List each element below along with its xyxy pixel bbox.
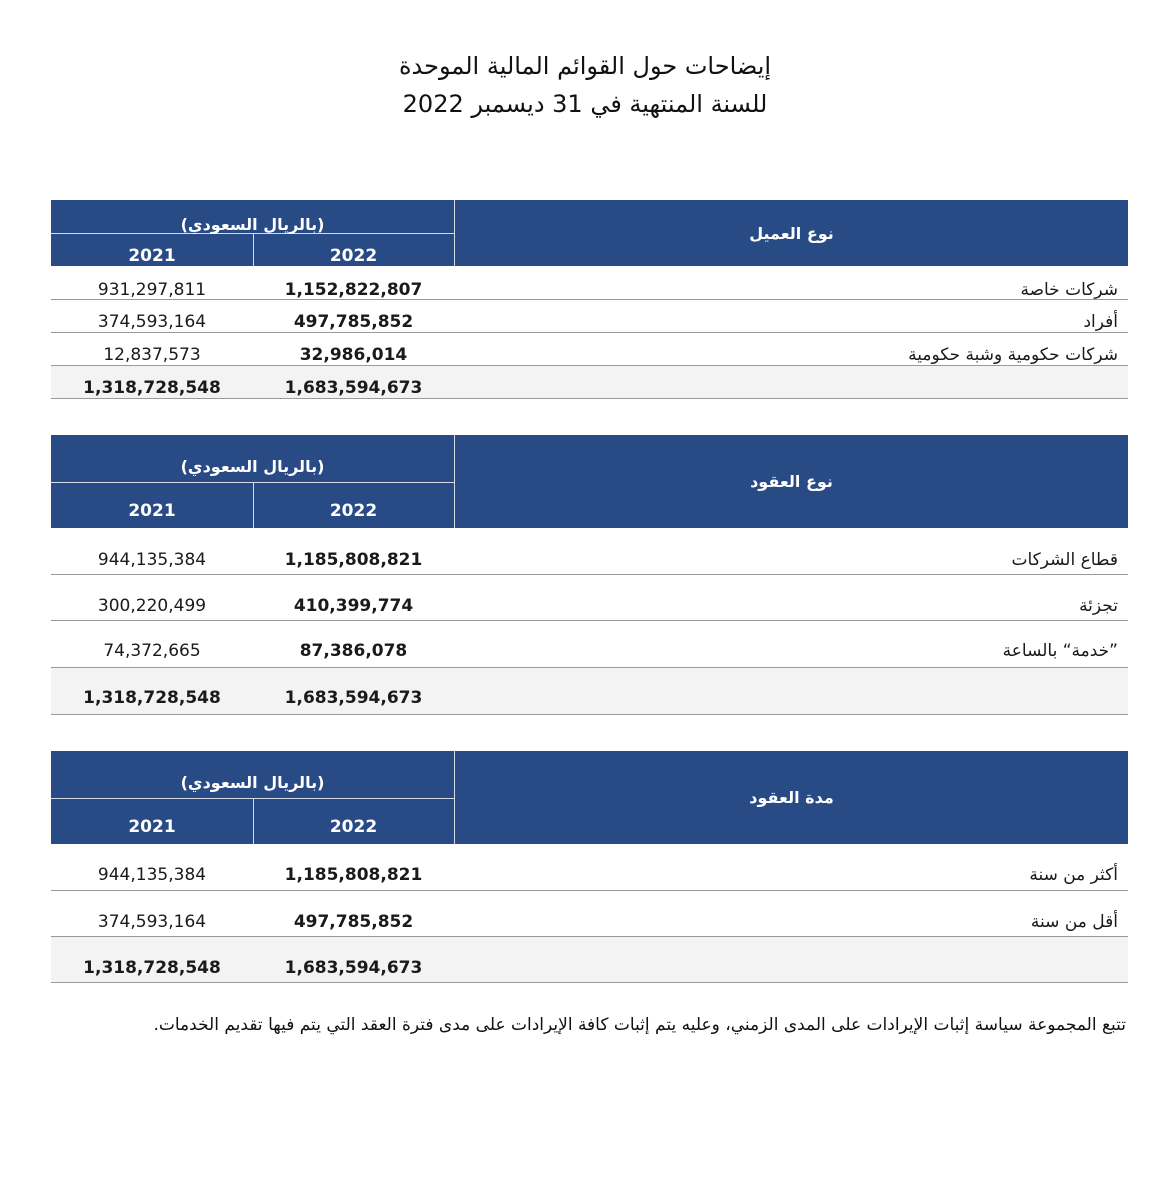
category-header: نوع العقود [750,472,833,491]
total-2021: 1,318,728,548 [83,378,221,398]
year-2022-header: 2022 [329,246,378,266]
table-row [51,333,1128,366]
table-row [51,528,1128,575]
value-2022: 1,185,808,821 [284,865,423,885]
table-header [51,200,1128,266]
page-subtitle: للسنة المنتهية في 31 ديسمبر 2022 [402,90,768,118]
table-row [51,266,1128,300]
total-2022: 1,683,594,673 [284,378,423,398]
total-2022: 1,683,594,673 [284,688,423,708]
year-2022-header: 2022 [329,501,378,521]
currency-unit: (بالريال السعودي) [180,457,325,476]
total-2021: 1,318,728,548 [83,688,221,708]
table-row [51,621,1128,668]
value-2022: 410,399,774 [293,596,414,616]
total-2022: 1,683,594,673 [284,958,423,978]
total-row [51,668,1128,715]
table-header [51,435,1128,528]
table-header [51,751,1128,844]
table-row [51,300,1128,333]
row-label: أكثر من سنة [1029,865,1118,885]
value-2022: 87,386,078 [299,641,408,661]
value-2021: 944,135,384 [97,550,207,570]
value-2021: 374,593,164 [97,312,207,332]
value-2021: 944,135,384 [97,865,207,885]
value-2021: 931,297,811 [97,280,207,300]
row-label: ”خدمة“ بالساعة [1002,641,1118,661]
year-2022-header: 2022 [329,817,378,837]
row-label: تجزئة [1079,596,1118,616]
row-label: أفراد [1083,312,1118,332]
value-2021: 12,837,573 [103,345,201,365]
row-label: أقل من سنة [1030,912,1118,932]
table-row [51,844,1128,891]
year-2021-header: 2021 [128,817,176,837]
currency-unit: (بالريال السعودي) [180,773,325,792]
row-label: قطاع الشركات [1011,550,1118,570]
value-2022: 32,986,014 [299,345,408,365]
value-2021: 300,220,499 [97,596,207,616]
table-row [51,891,1128,937]
value-2022: 497,785,852 [293,312,414,332]
total-row [51,937,1128,983]
table-row [51,575,1128,621]
category-header: نوع العميل [749,223,834,243]
value-2021: 374,593,164 [97,912,207,932]
total-2021: 1,318,728,548 [83,958,221,978]
row-label: شركات حكومية وشبة حكومية [908,345,1118,365]
year-2021-header: 2021 [128,501,176,521]
row-label: شركات خاصة [1020,280,1118,300]
year-2021-header: 2021 [128,246,176,266]
value-2022: 497,785,852 [293,912,414,932]
currency-unit: (بالريال السعودي) [180,215,325,234]
total-row [51,366,1128,399]
value-2022: 1,152,822,807 [284,280,423,300]
value-2022: 1,185,808,821 [284,550,423,570]
value-2021: 74,372,665 [103,641,201,661]
page-title: إيضاحات حول القوائم المالية الموحدة [398,52,772,80]
footnote: تتبع المجموعة سياسة إثبات الإيرادات على المدى الزمني، وعليه يتم إثبات كافة الإيرادات على مدى فترة العقد التي يتم فيها تقديم الخدمات. [153,1015,1126,1035]
category-header: مدة العقود [749,788,834,807]
